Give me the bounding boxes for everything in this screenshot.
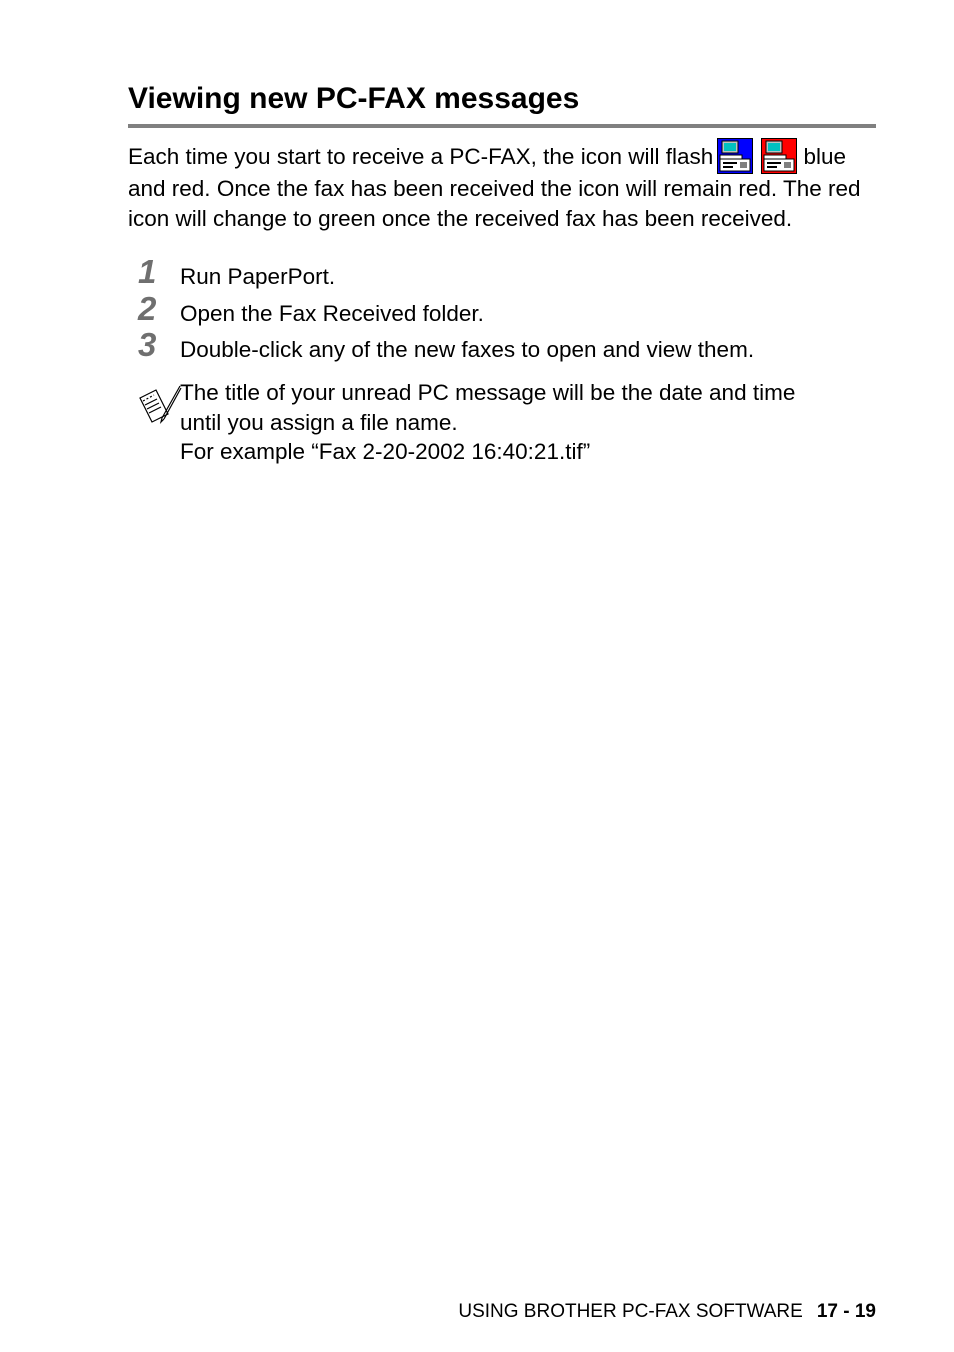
note-example: For example “Fax 2-20-2002 16:40:21.tif” — [180, 439, 591, 464]
note-line: The title of your unread PC message will be the date and time — [180, 380, 796, 405]
intro-paragraph — [128, 138, 876, 234]
step-text: Double-click any of the new faxes to open and view them. — [180, 337, 755, 362]
step-list — [128, 253, 876, 366]
page-number: 17 - 19 — [816, 1301, 876, 1322]
step-item — [128, 289, 876, 330]
step-text: Run PaperPort. — [180, 264, 336, 289]
step-number: 1 — [138, 253, 157, 290]
footer-section: USING BROTHER PC-FAX SOFTWARE — [458, 1301, 803, 1322]
step-number: 2 — [138, 289, 157, 327]
note-pad-icon — [136, 384, 182, 424]
title-rule — [128, 124, 876, 128]
step-number: 3 — [138, 326, 157, 363]
note-line: until you assign a file name. — [180, 409, 458, 435]
page-footer — [300, 1299, 876, 1325]
step-item — [128, 253, 876, 293]
note-text — [180, 378, 876, 467]
page-title: Viewing new PC-FAX messages — [128, 82, 580, 115]
intro-continuation: blue and red. Once the fax has been received the icon will remain red. The red icon will change to green once the received fax has been received. — [128, 144, 861, 231]
fax-blue-icon — [717, 138, 753, 174]
step-item — [128, 326, 876, 366]
step-text: Open the Fax Received folder. — [180, 300, 484, 326]
fax-red-icon — [761, 138, 797, 174]
intro-text: Each time you start to receive a PC-FAX, the icon will flash — [128, 144, 714, 169]
